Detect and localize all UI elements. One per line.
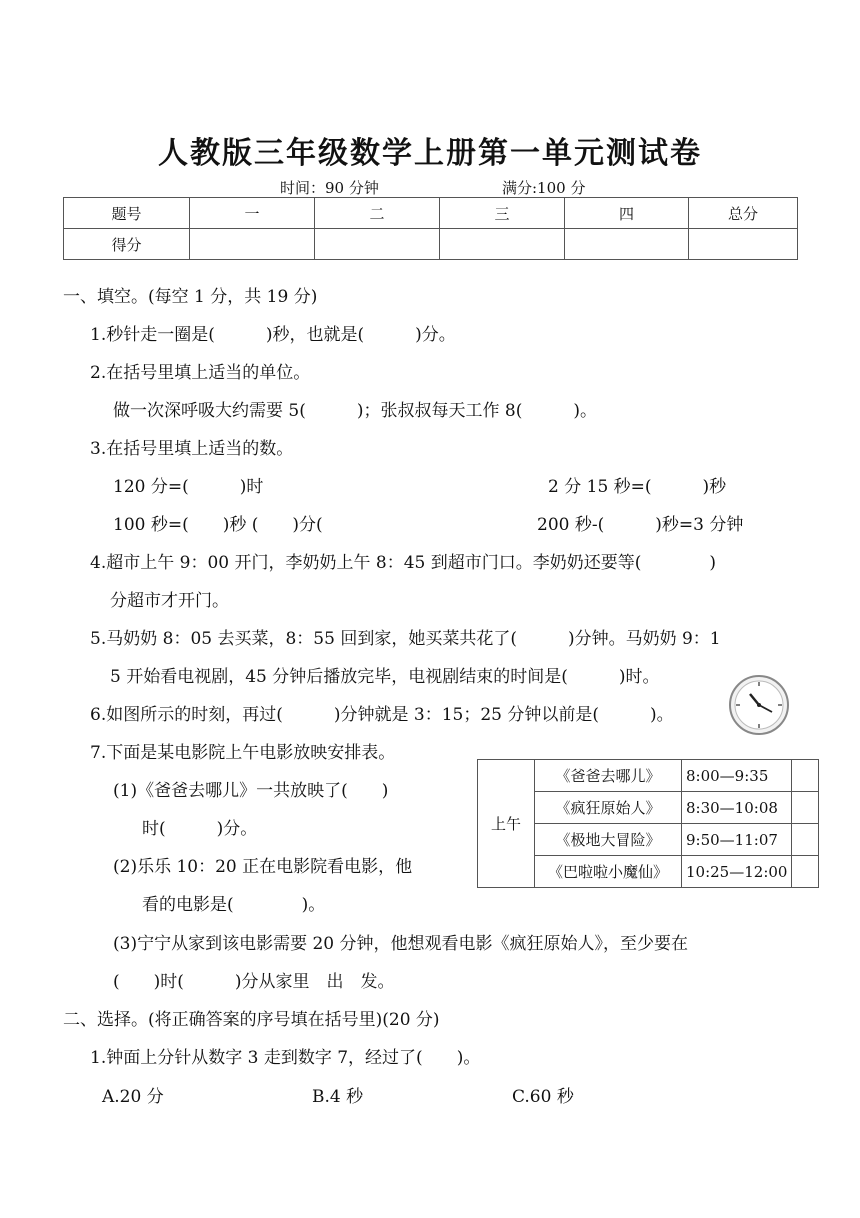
question-1-7-2-line1: (2)乐乐 10：20 正在电影院看电影，他 [113, 857, 413, 877]
question-1-3-c: 100 秒=( )秒 ( )分( [113, 515, 323, 535]
score-table-header-row [64, 198, 798, 229]
movie-row [478, 760, 819, 792]
question-1-7-1-line1: (1)《爸爸去哪儿》一共放映了( ) [113, 781, 389, 801]
question-1-2: 2.在括号里填上适当的单位。 [90, 363, 311, 383]
movie-name: 《爸爸去哪儿》 [535, 760, 682, 792]
question-1-6: 6.如图所示的时刻，再过( )分钟就是 3：15；25 分钟以前是( )。 [90, 705, 674, 725]
question-1-7-1-line2: 时( )分。 [142, 819, 258, 839]
section2-heading: 二、选择。(将正确答案的序号填在括号里)(20 分) [63, 1010, 440, 1030]
score-table [63, 197, 798, 260]
score-row-label: 得分 [64, 229, 190, 260]
movie-time: 8:30—10:08 [682, 792, 792, 824]
question-1-2-line: 做一次深呼吸大约需要 5( )；张叔叔每天工作 8( )。 [113, 401, 597, 421]
score-input-cell[interactable] [190, 229, 315, 260]
full-score: 满分:100 分 [502, 179, 586, 197]
exam-time: 时间：90 分钟 [280, 179, 379, 197]
question-1-1: 1.秒针走一圈是( )秒，也就是( )分。 [90, 325, 456, 345]
score-cell: 四 [565, 198, 689, 229]
question-1-3-a: 120 分=( )时 [113, 477, 264, 497]
question-1-7-3-line1: (3)宁宁从家到该电影需要 20 分钟，他想观看电影《疯狂原始人》，至少要在 [113, 934, 689, 954]
question-1-7-2-line2: 看的电影是( )。 [142, 895, 326, 915]
empty-cell [792, 856, 819, 888]
option-b: B.4 秒 [312, 1087, 364, 1107]
score-cell: 题号 [64, 198, 190, 229]
option-c: C.60 秒 [512, 1087, 574, 1107]
question-1-5-line2: 5 开始看电视剧，45 分钟后播放完毕，电视剧结束的时间是( )时。 [110, 667, 660, 687]
movie-time: 9:50—11:07 [682, 824, 792, 856]
score-cell: 三 [440, 198, 565, 229]
movie-time: 8:00—9:35 [682, 760, 792, 792]
clock-icon [728, 674, 790, 736]
question-1-3-d: 200 秒-( )秒=3 分钟 [537, 515, 744, 535]
question-1-5-line1: 5.马奶奶 8：05 去买菜，8：55 回到家，她买菜共花了( )分钟。马奶奶 9：1 [90, 629, 721, 649]
score-cell: 二 [315, 198, 440, 229]
period-cell: 上午 [478, 760, 535, 888]
page-title: 人教版三年级数学上册第一单元测试卷 [158, 136, 702, 171]
score-input-cell[interactable] [440, 229, 565, 260]
empty-cell [792, 824, 819, 856]
score-table-score-row [64, 229, 798, 260]
question-1-4-line2: 分超市才开门。 [110, 591, 229, 611]
score-input-cell[interactable] [689, 229, 798, 260]
movie-time: 10:25—12:00 [682, 856, 792, 888]
movie-name: 《巴啦啦小魔仙》 [535, 856, 682, 888]
score-input-cell[interactable] [565, 229, 689, 260]
score-cell: 总分 [689, 198, 798, 229]
empty-cell [792, 760, 819, 792]
movie-name: 《极地大冒险》 [535, 824, 682, 856]
movie-schedule-table [477, 759, 819, 888]
section1-heading: 一、填空。(每空 1 分，共 19 分) [63, 287, 318, 307]
score-input-cell[interactable] [315, 229, 440, 260]
movie-name: 《疯狂原始人》 [535, 792, 682, 824]
empty-cell [792, 792, 819, 824]
score-cell: 一 [190, 198, 315, 229]
option-a: A.20 分 [102, 1087, 164, 1107]
question-2-1: 1.钟面上分针从数字 3 走到数字 7，经过了( )。 [90, 1048, 481, 1068]
question-1-4-line1: 4.超市上午 9：00 开门，李奶奶上午 8：45 到超市门口。李奶奶还要等( ) [90, 553, 716, 573]
question-1-7-3-line2: ( )时( )分从家里 出 发。 [113, 972, 395, 992]
question-1-3-b: 2 分 15 秒=( )秒 [548, 477, 727, 497]
question-1-3: 3.在括号里填上适当的数。 [90, 439, 294, 459]
question-1-7: 7.下面是某电影院上午电影放映安排表。 [90, 743, 396, 763]
